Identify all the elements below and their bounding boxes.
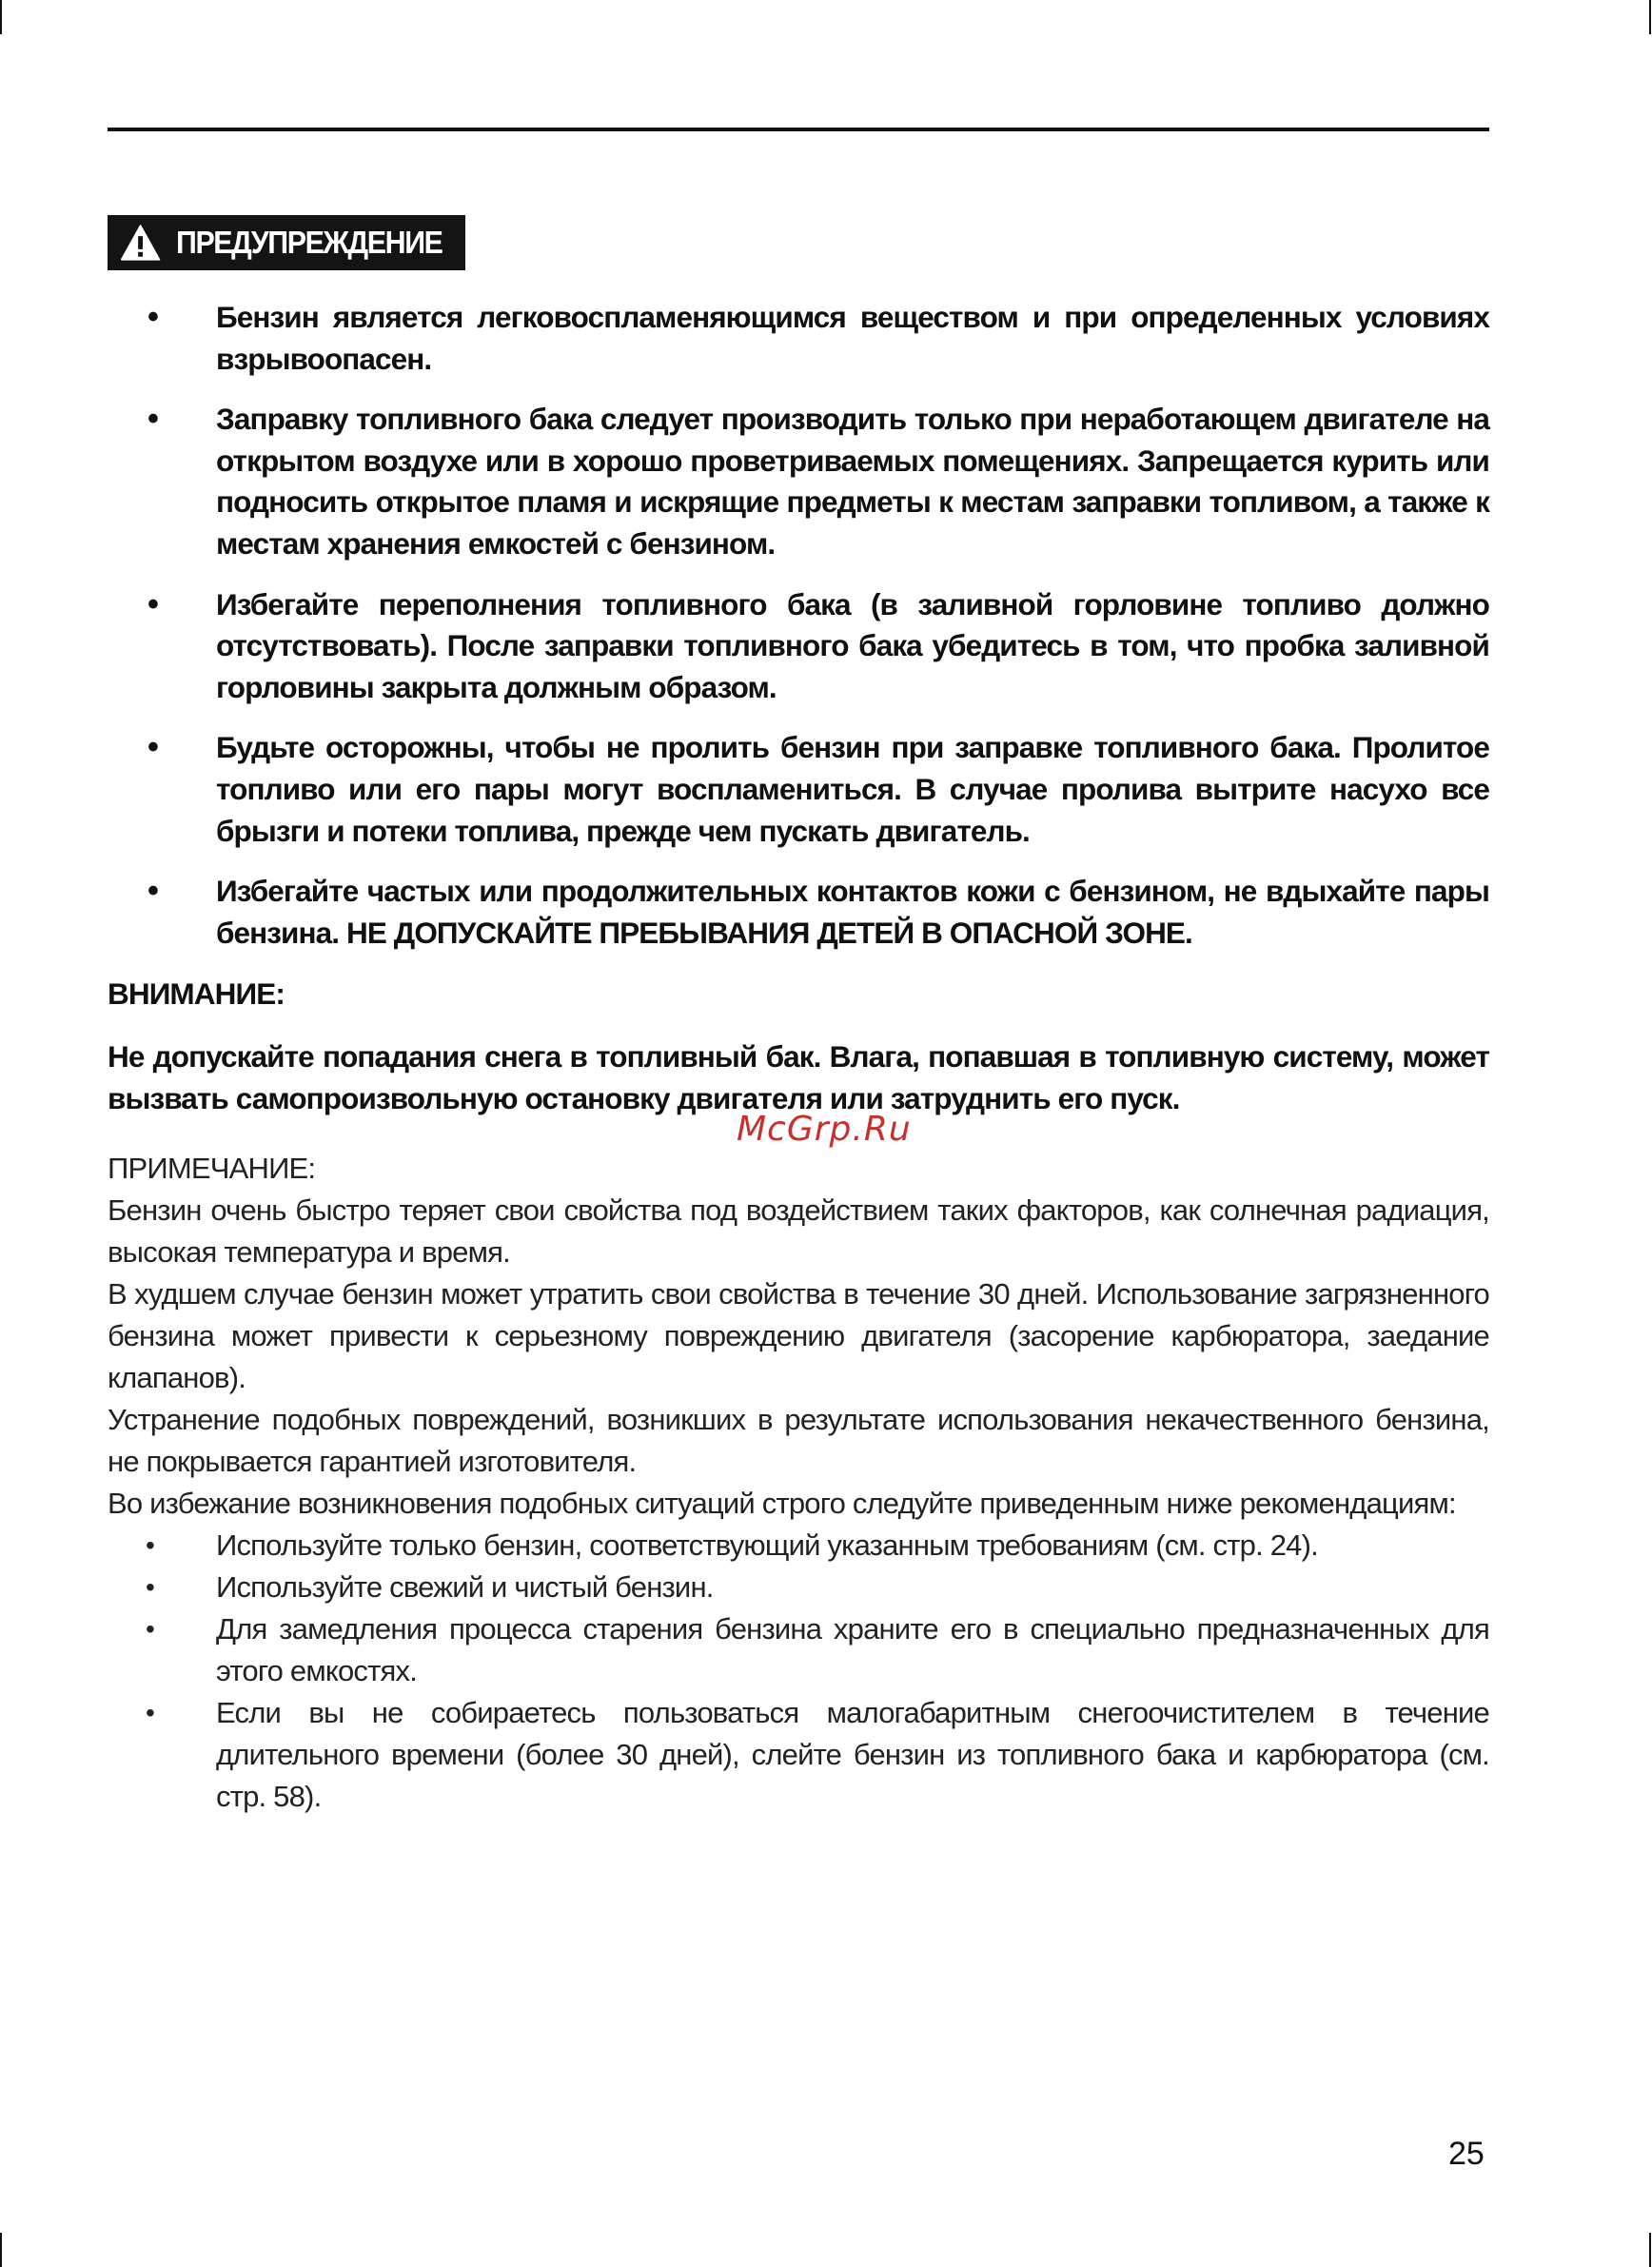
note-item: • Для замедления процесса старения бензина храните его в специально предназначенных для этого емкостях. xyxy=(108,1608,1489,1692)
warning-item: • Заправку топливного бака следует производить только при неработающем двигателе на открытом воздухе или в хорошо проветриваемых помещениях. Запрещается курить или подносить открытое пламя и искрящие предметы к местам заправки топливом, а также к местам хранения емкостей с бензином. xyxy=(148,401,1489,561)
note-item: • Если вы не собираетесь пользоваться малогабаритным снегоочистителем в течение длительного времени (более 30 дней), слейте бензин из топливного бака и карбюратора (см. стр. 58). xyxy=(108,1692,1489,1818)
note-list xyxy=(108,1525,1489,1818)
watermark: McGrp.Ru xyxy=(737,1110,912,1149)
crop-mark-bottom-right-v xyxy=(1649,2233,1651,2267)
warning-item: • Избегайте частых или продолжительных контактов кожи с бензином, не вдыхайте пары бензина. НЕ ДОПУСКАЙТЕ ПРЕБЫВАНИЯ ДЕТЕЙ В ОПАСНОЙ ЗОНЕ. xyxy=(148,873,1489,950)
page-content xyxy=(108,297,1489,1818)
warning-item: • Будьте осторожны, чтобы не пролить бензин при заправке топливного бака. Пролитое топливо или его пары могут воспламениться. В случае пролива вытрите насухо все брызги и потеки топлива, прежде чем пускать двигатель. xyxy=(148,729,1489,848)
bullet-icon: • xyxy=(148,299,159,335)
crop-mark-top-right-v xyxy=(1649,0,1651,34)
bullet-icon: • xyxy=(148,873,159,910)
bullet-icon: • xyxy=(148,729,159,766)
attention-title: ВНИМАНИЕ: xyxy=(108,976,285,1012)
note-item: • Используйте только бензин, соответствующий указанным требованиям (см. стр. 24). xyxy=(108,1525,1489,1567)
warning-item: • Бензин является легковоспламеняющимся веществом и при определенных условиях взрывоопасен. xyxy=(148,299,1489,376)
warning-badge xyxy=(108,215,465,270)
bullet-icon: • xyxy=(148,401,159,438)
note-title: ПРИМЕЧАНИЕ: xyxy=(108,1152,316,1186)
bullet-icon: • xyxy=(146,1698,155,1728)
note-section xyxy=(108,1148,1489,1818)
note-paragraph: В худшем случае бензин может утратить свои свойства в течение 30 дней. Использование загрязненного бензина может привести к серьезному повреждению двигателя (засорение карбюратора, заедание клапанов). xyxy=(108,1277,1489,1395)
note-paragraph: Бензин очень быстро теряет свои свойства под воздействием таких факторов, как солнечная радиация, высокая температура и время. xyxy=(108,1193,1489,1270)
header-rule xyxy=(108,128,1489,131)
warning-list xyxy=(108,297,1489,954)
crop-mark-top-left-h xyxy=(0,0,2,34)
note-paragraph: Устранение подобных повреждений, возникших в результате использования некачественного бензина, не покрывается гарантией изготовителя. xyxy=(108,1403,1489,1479)
bullet-icon: • xyxy=(148,585,159,622)
bullet-icon: • xyxy=(146,1614,155,1645)
warning-triangle-icon xyxy=(120,224,161,262)
warning-title: ПРЕДУПРЕЖДЕНИЕ xyxy=(176,225,442,260)
bullet-icon: • xyxy=(146,1530,155,1561)
page-number: 25 xyxy=(1448,2136,1485,2172)
warning-item: • Избегайте переполнения топливного бака (в заливной горловине топливо должно отсутствовать). После заправки топливного бака убедитесь в том, что пробка заливной горловины закрыта должным образом. xyxy=(148,585,1489,704)
crop-mark-bottom-left-v xyxy=(0,2233,2,2267)
note-item: • Используйте свежий и чистый бензин. xyxy=(108,1567,1489,1608)
bullet-icon: • xyxy=(146,1572,155,1603)
note-paragraph: Во избежание возникновения подобных ситуаций строго следуйте приведенным ниже рекомендациям: xyxy=(108,1487,1456,1521)
attention-text: Не допускайте попадания снега в топливный бак. Влага, попавшая в топливную систему, может вызвать самопроизвольную остановку двигателя или затруднить его пуск. xyxy=(108,1039,1489,1116)
